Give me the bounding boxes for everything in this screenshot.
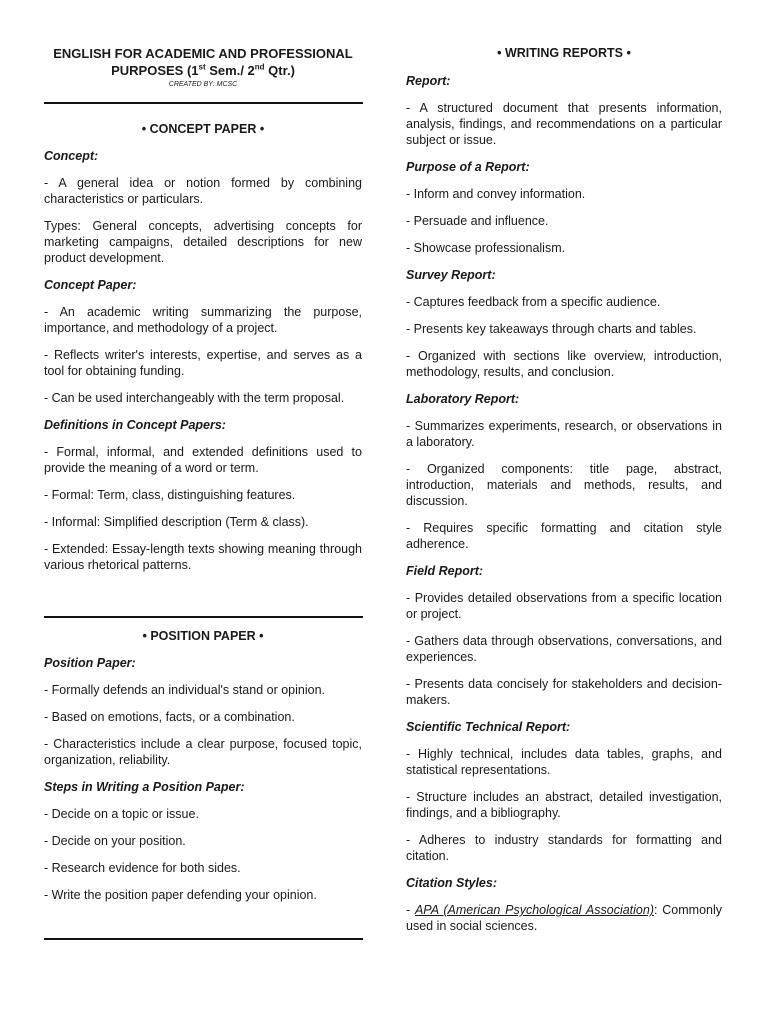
list-item: - Inform and convey information. <box>406 187 586 201</box>
paragraph: - An academic writing summarizing the purpose, importance, and methodology of a project. <box>44 305 362 335</box>
list-item: - Captures feedback from a specific audience. <box>406 295 661 309</box>
list-item: - Research evidence for both sides. <box>44 861 241 875</box>
paragraph: - Can be used interchangeably with the term proposal. <box>44 391 345 405</box>
list-item: - Showcase professionalism. <box>406 241 566 255</box>
paragraph: - Based on emotions, facts, or a combination. <box>44 710 295 724</box>
list-item: - Write the position paper defending your opinion. <box>44 888 317 902</box>
concept-paper-section <box>44 148 362 584</box>
subheading-survey-report: Survey Report: <box>406 268 496 282</box>
divider-bottom <box>44 938 363 940</box>
paragraph: - Formal: Term, class, distinguishing features. <box>44 488 296 502</box>
list-item: - Organized with sections like overview, introduction, methodology, results, and conclusion. <box>406 349 722 379</box>
list-item: - Decide on a topic or issue. <box>44 807 199 821</box>
subheading-citation-styles: Citation Styles: <box>406 876 497 890</box>
list-item-apa: - APA (American Psychological Association): Commonly used in social sciences. <box>406 903 723 933</box>
position-paper-section <box>44 655 362 914</box>
list-item: - Decide on your position. <box>44 834 186 848</box>
list-item: - Summarizes experiments, research, or observations in a laboratory. <box>406 419 722 449</box>
section-heading-concept: • CONCEPT PAPER • <box>141 122 265 136</box>
list-item: - Gathers data through observations, conversations, and experiences. <box>406 634 722 664</box>
subheading-concept: Concept: <box>44 149 99 163</box>
list-item: - Provides detailed observations from a specific location or project. <box>406 591 722 621</box>
author-credit: CREATED BY: MCSC <box>168 81 238 88</box>
document-title <box>44 45 362 89</box>
divider-middle <box>44 616 363 618</box>
list-item: - Organized components: title page, abstract, introduction, materials and methods, results, and discussion. <box>406 462 722 508</box>
list-item: - Persuade and influence. <box>406 214 549 228</box>
apa-link[interactable]: APA (American Psychological Association) <box>414 903 654 917</box>
list-item: - Adheres to industry standards for formatting and citation. <box>406 833 722 863</box>
divider-top <box>44 102 363 104</box>
list-item: - Structure includes an abstract, detailed investigation, findings, and a bibliography. <box>406 790 722 820</box>
subheading-purpose: Purpose of a Report: <box>406 160 530 174</box>
subheading-field-report: Field Report: <box>406 564 484 578</box>
paragraph: - Characteristics include a clear purpose, focused topic, organization, reliability. <box>44 737 362 767</box>
writing-reports-section <box>406 73 722 945</box>
subheading-definitions: Definitions in Concept Papers: <box>44 418 226 432</box>
paragraph: Types: General concepts, advertising concepts for marketing campaigns, detailed descriptions for new product development. <box>44 219 362 265</box>
paragraph: - Formally defends an individual's stand or opinion. <box>44 683 326 697</box>
subheading-report: Report: <box>406 74 451 88</box>
subheading-laboratory-report: Laboratory Report: <box>406 392 520 406</box>
title-line-1: ENGLISH FOR ACADEMIC AND PROFESSIONAL <box>53 46 353 61</box>
paragraph: - Extended: Essay-length texts showing meaning through various rhetorical patterns. <box>44 542 362 572</box>
paragraph: - Reflects writer's interests, expertise, and serves as a tool for obtaining funding. <box>44 348 362 378</box>
subheading-position-paper: Position Paper: <box>44 656 136 670</box>
paragraph: - A structured document that presents information, analysis, findings, and recommendations on a particular subject or issue. <box>406 101 722 147</box>
list-item: - Highly technical, includes data tables, graphs, and statistical representations. <box>406 747 722 777</box>
list-item: - Presents key takeaways through charts and tables. <box>406 322 697 336</box>
paragraph: - Informal: Simplified description (Term & class). <box>44 515 309 529</box>
list-item: - Presents data concisely for stakeholders and decision-makers. <box>406 677 722 707</box>
paragraph: - Formal, informal, and extended definitions used to provide the meaning of a word or term. <box>44 445 362 475</box>
subheading-steps: Steps in Writing a Position Paper: <box>44 780 245 794</box>
title-line-2: PURPOSES (1st Sem./ 2nd Qtr.) <box>111 62 295 78</box>
section-heading-position: • POSITION PAPER • <box>142 629 264 643</box>
section-heading-reports: • WRITING REPORTS • <box>497 46 631 60</box>
subheading-scientific-report: Scientific Technical Report: <box>406 720 571 734</box>
subheading-concept-paper: Concept Paper: <box>44 278 137 292</box>
paragraph: - A general idea or notion formed by combining characteristics or particulars. <box>44 176 362 206</box>
list-item: - Requires specific formatting and citation style adherence. <box>406 521 722 551</box>
